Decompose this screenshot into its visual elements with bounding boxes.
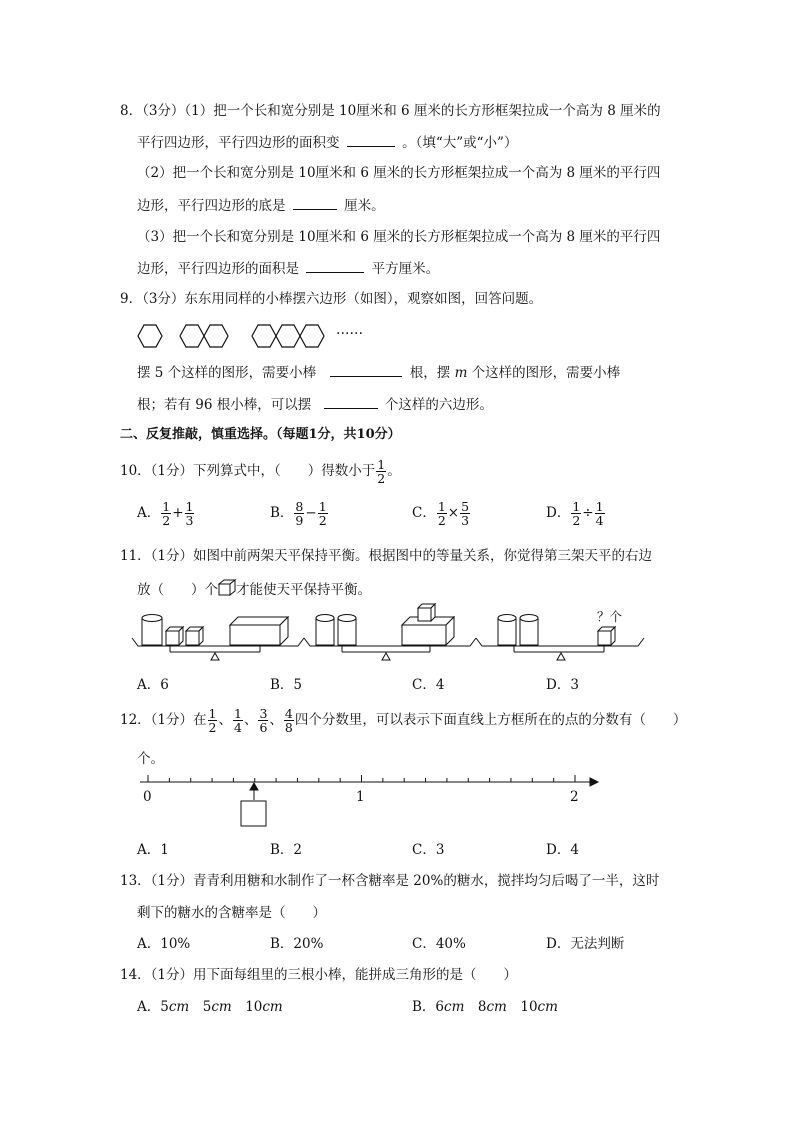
q11-option-c[interactable]: C．4 bbox=[412, 677, 445, 693]
hexagon-2a bbox=[180, 325, 204, 347]
q9-line2-mid: 根，摆 bbox=[409, 365, 451, 381]
q8-line5: （3）把一个长和宽分别是 10厘米和 6 厘米的长方形框架拉成一个高为 8 厘米的平行四 bbox=[137, 229, 661, 245]
cube-icon bbox=[218, 579, 236, 597]
q11-option-d[interactable]: D．3 bbox=[546, 677, 579, 693]
q11-line2-tail: 才能使天平保持平衡。 bbox=[236, 582, 371, 598]
q14-line1: 14．（1分）用下面每组里的三根小棒，能拼成三角形的是（ ） bbox=[120, 967, 518, 983]
q12-option-b[interactable]: B．2 bbox=[270, 842, 303, 858]
hexagon-3c bbox=[300, 325, 324, 347]
balance-scales-figure bbox=[130, 600, 650, 666]
q10-option-d[interactable]: D． $\frac{1}{2}$ ÷ $\frac{1}{4}$ bbox=[546, 499, 604, 528]
q13-line2: 剩下的糖水的含糖率是（ ） bbox=[137, 905, 326, 921]
balance-scale-2 bbox=[304, 604, 476, 660]
tick-label-0: 0 bbox=[143, 789, 152, 805]
answer-box bbox=[241, 801, 266, 826]
q9-line2-tail: 个这样的图形，需要小棒 bbox=[471, 365, 621, 381]
hexagon-3b bbox=[276, 325, 300, 347]
q10-tail: 。 bbox=[387, 463, 401, 479]
q8-line2-text: 平行四边形，平行四边形的面积变 bbox=[137, 135, 340, 151]
q9-line3-text: 根；若有 96 根小棒，可以摆 bbox=[137, 397, 312, 413]
q13-option-a[interactable]: A．10% bbox=[137, 936, 191, 952]
tick-label-2: 2 bbox=[570, 789, 579, 805]
q12-fraction-4: $\frac{4}{8}$ bbox=[284, 706, 293, 735]
q11-line1: 11．（1分）如图中前两架天平保持平衡。根据图中的等量关系，你觉得第三架天平的右边 bbox=[120, 548, 653, 564]
q10-option-b[interactable]: B． $\frac{8}{9}$ − $\frac{1}{2}$ bbox=[270, 499, 327, 528]
q8-line2 bbox=[137, 132, 517, 153]
q8-line4-tail: 厘米。 bbox=[344, 198, 385, 214]
q9-var-m: m bbox=[454, 365, 468, 381]
q10-option-c[interactable]: C． $\frac{1}{2}$ × $\frac{5}{3}$ bbox=[412, 499, 470, 528]
q13-option-d[interactable]: D．无法判断 bbox=[546, 936, 625, 952]
q8-blank-2[interactable] bbox=[293, 195, 337, 210]
hexagon-2b bbox=[204, 325, 228, 347]
q12-fraction-3: $\frac{3}{6}$ bbox=[259, 706, 268, 735]
q12-text-b: 四个分数里，可以表示下面直线上方框所在的点的分数有（ ） bbox=[294, 712, 687, 728]
q10-line1 bbox=[120, 458, 401, 485]
tick-label-1: 1 bbox=[356, 789, 365, 805]
q8-line6-text: 边形，平行四边形的面积是 bbox=[137, 261, 299, 277]
q8-line4-text: 边形，平行四边形的底是 bbox=[137, 198, 286, 214]
q8-line4 bbox=[137, 195, 385, 216]
q11-option-a[interactable]: A．6 bbox=[137, 677, 169, 693]
hexagon-3a bbox=[252, 325, 276, 347]
q13-option-b[interactable]: B．20% bbox=[270, 936, 324, 952]
q10-fraction: $\frac{1}{2}$ bbox=[377, 457, 386, 486]
q12-text-a: 12．（1分）在 bbox=[120, 712, 207, 728]
q9-line3 bbox=[137, 394, 493, 415]
q12-option-c[interactable]: C．3 bbox=[412, 842, 445, 858]
q9-blank-2[interactable] bbox=[324, 394, 378, 409]
q8-blank-1[interactable] bbox=[347, 132, 395, 147]
q8-line3: （2）把一个长和宽分别是 10厘米和 6 厘米的长方形框架拉成一个高为 8 厘米的平行四 bbox=[137, 165, 661, 181]
q11-unknown-count: ？个 bbox=[597, 609, 623, 624]
q12-option-d[interactable]: D．4 bbox=[546, 842, 579, 858]
q9-line1: 9．（3分）东东用同样的小棒摆六边形（如图），观察如图，回答问题。 bbox=[120, 291, 543, 307]
q14-option-a[interactable]: A．5cm 5cm 10cm bbox=[137, 999, 283, 1015]
q14-option-b[interactable]: B．6cm 8cm 10cm bbox=[412, 999, 558, 1015]
number-line-arrowhead bbox=[590, 778, 598, 786]
hexagon-1 bbox=[138, 325, 162, 347]
q12-fraction-2: $\frac{1}{4}$ bbox=[233, 706, 242, 735]
q13-option-c[interactable]: C．40% bbox=[412, 936, 466, 952]
q8-blank-3[interactable] bbox=[306, 258, 364, 273]
q10-option-a[interactable]: A． $\frac{1}{2}$ + $\frac{1}{3}$ bbox=[137, 499, 194, 528]
q11-line2 bbox=[137, 579, 371, 600]
number-line-ticks bbox=[148, 775, 575, 782]
number-line bbox=[130, 770, 610, 832]
hexagon-figure bbox=[130, 318, 360, 354]
q12-option-a[interactable]: A．1 bbox=[137, 842, 169, 858]
q11-option-b[interactable]: B．5 bbox=[270, 677, 303, 693]
q11-line2-text: 放（ ）个 bbox=[137, 582, 218, 598]
q8-line1: 8．（3分）（1）把一个长和宽分别是 10厘米和 6 厘米的长方形框架拉成一个高为 8 厘米的 bbox=[120, 103, 661, 119]
q9-blank-1[interactable] bbox=[330, 362, 402, 377]
q12-line1: 12．（1分）在 $\frac{1}{2}$ 、 $\frac{1}{4}$ 、 $\frac{3}{6}$ 、 $\frac{4}{8}$ 四个分数里，可以表示下面直线上方框所在的点的分数有（ ） bbox=[120, 706, 687, 735]
q10-text: 10．（1分）下列算式中，（ ）得数小于 bbox=[120, 463, 376, 479]
q9-line2-text: 摆 5 个这样的图形，需要小棒 bbox=[137, 365, 317, 381]
pointer-arrowhead bbox=[250, 783, 258, 790]
q12-fraction-1: $\frac{1}{2}$ bbox=[208, 706, 217, 735]
q9-line2 bbox=[137, 362, 620, 383]
q8-line6-tail: 平方厘米。 bbox=[371, 261, 440, 277]
section-2-title: 二、反复推敲，慎重选择。（每题1分，共10分） bbox=[120, 427, 401, 442]
q13-line1: 13．（1分）青青利用糖和水制作了一杯含糖率是 20%的糖水，搅拌均匀后喝了一半，这时 bbox=[120, 873, 660, 889]
q9-line3-tail: 个这样的六边形。 bbox=[384, 397, 493, 413]
q8-line6 bbox=[137, 258, 439, 279]
q12-line2: 个。 bbox=[137, 751, 164, 767]
q8-line2-tail: 。（填“大”或“小”） bbox=[402, 135, 518, 151]
hexagon-ellipsis: …… bbox=[336, 322, 363, 338]
balance-scale-1 bbox=[132, 615, 304, 661]
